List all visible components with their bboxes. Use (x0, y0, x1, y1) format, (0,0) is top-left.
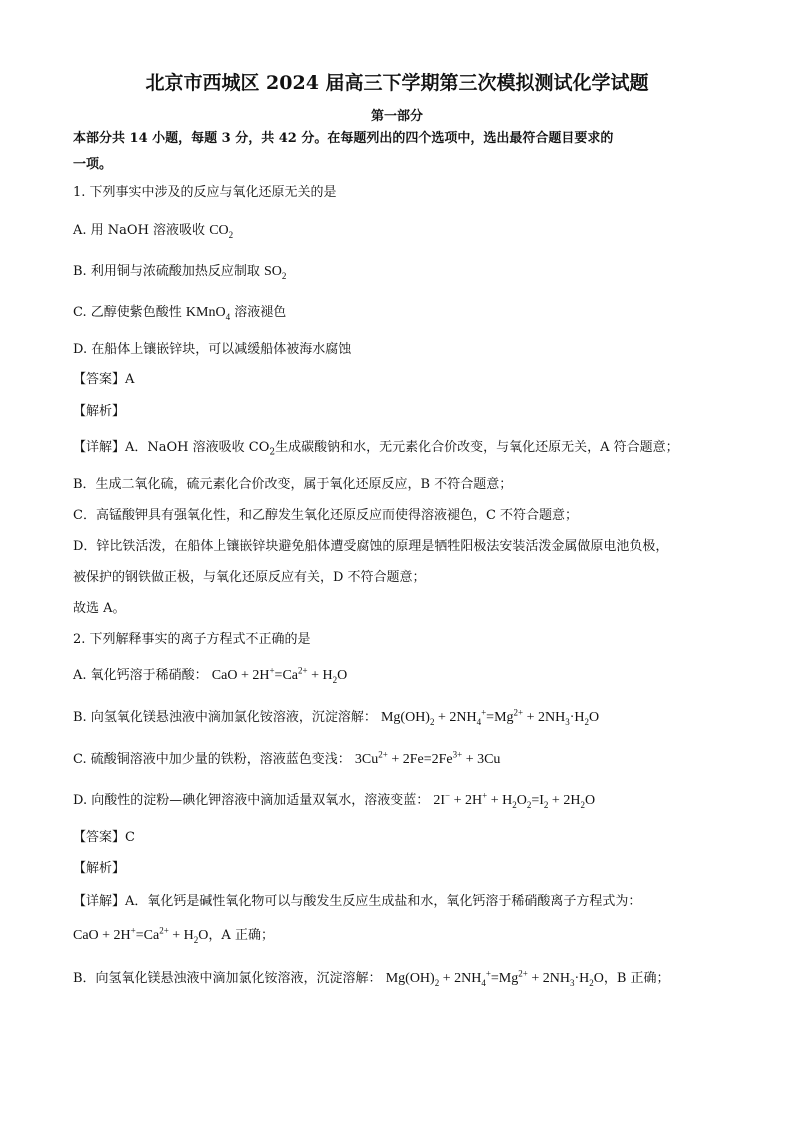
q2-option-b: B. 向氢氧化镁悬浊液中滴加氯化铵溶液，沉淀溶解： $Mg(OH)_2 + 2NH_4^+=Mg^{2+} + 2NH_3\cdot H_2O$ (73, 707, 600, 727)
section-heading: 第一部分 (370, 109, 423, 124)
q1-option-c-tail: 溶液褪色 (234, 305, 287, 320)
q1-option-a (73, 222, 724, 240)
q1-option-c-formula: KMnO$_4$ (185, 305, 231, 322)
q1-stem: 1. 下列事实中涉及的反应与氧化还原无关的是 (73, 185, 337, 200)
q1-detail-3: C．高锰酸钾具有强氧化性，和乙醇发生氧化还原反应而使得溶液褪色，C 不符合题意； (73, 508, 579, 523)
q2-option-d-equation: $2I^- + 2H^+ + H_2O_2=I_2 + 2H_2O$ (433, 790, 596, 810)
q1-analysis-label: 【解析】 (73, 404, 126, 419)
q2-detail-2: CaO + $2H^+=Ca^{2+} + H_2O$，A 正确； (73, 925, 274, 945)
q2-answer: 【答案】C (73, 830, 135, 845)
q1-option-c-text: C. 乙醇使紫色酸性 (73, 305, 182, 320)
q1-option-b-text: B. 利用铜与浓硫酸加热反应制取 (73, 264, 260, 279)
q2-option-c: C. 硫酸铜溶液中加少量的铁粉，溶液蓝色变浅： $3Cu^{2+} + 2Fe=2Fe^{3+} + 3Cu$ (73, 749, 501, 767)
q2-analysis-label: 【解析】 (73, 861, 126, 876)
q2-detail-2-equation: CaO + $2H^+=Ca^{2+} + H_2O$ (73, 925, 209, 945)
q1-option-c (73, 304, 724, 322)
q1-option-a-formula: $CO_2$ (209, 223, 234, 240)
q2-stem: 2. 下列解释事实的离子方程式不正确的是 (73, 632, 311, 647)
q2-detail-3: B．向氢氧化镁悬浊液中滴加氯化铵溶液，沉淀溶解： $Mg(OH)_2 + 2NH_4^+=Mg^{2+} + 2NH_3\cdot H_2O$，B 正确； (73, 968, 670, 988)
q1-detail-1: 【详解】A．NaOH 溶液吸收 $CO_2$生成碳酸钠和水，无元素化合价改变，与氧化还原无关，A 符合题意； (73, 440, 679, 458)
q1-answer: 【答案】A (73, 372, 135, 387)
q2-option-c-equation: $3Cu^{2+} + 2Fe=2Fe^{3+} + 3Cu$ (354, 749, 501, 767)
q1-option-d: D. 在船体上镶嵌锌块，可以减缓船体被海水腐蚀 (73, 342, 352, 357)
q2-option-a: A. 氧化钙溶于稀硝酸： CaO + $2H^+=Ca^{2+} + H_2O$ (73, 665, 348, 685)
q1-option-b (73, 263, 724, 281)
page-title: 北京市西城区 2024 届高三下学期第三次模拟测试化学试题 (145, 72, 649, 94)
q2-detail-1: 【详解】A．氧化钙是碱性氧化物可以与酸发生反应生成盐和水，氧化钙溶于稀硝酸离子方程式为： (73, 894, 642, 909)
q1-conclusion: 故选 A。 (73, 601, 126, 616)
instructions-line-1: 本部分共 14 小题，每题 3 分，共 42 分。在每题列出的四个选项中，选出最符合题目要求的 (73, 131, 614, 146)
q1-detail-4: D．锌比铁活泼，在船体上镶嵌锌块避免船体遭受腐蚀的原理是牺牲阳极法安装活泼金属做原电池负极， (73, 539, 669, 554)
q1-detail-5: 被保护的钢铁做正极，与氧化还原反应有关，D 不符合题意； (73, 570, 426, 585)
q1-option-b-formula: $SO_2$ (263, 264, 287, 281)
q1-option-a-text: A. 用 NaOH 溶液吸收 (73, 223, 206, 238)
q2-option-a-equation: CaO + $2H^+=Ca^{2+} + H_2O$ (211, 665, 348, 685)
q2-detail-3-equation: $Mg(OH)_2 + 2NH_4^+=Mg^{2+} + 2NH_3\cdot H_2O$ (385, 968, 604, 988)
q1-detail-2: B．生成二氧化硫，硫元素化合价改变，属于氧化还原反应，B 不符合题意； (73, 477, 513, 492)
q2-option-d: D. 向酸性的淀粉—碘化钾溶液中滴加适量双氧水，溶液变蓝： $2I^- + 2H^+ + H_2O_2=I_2 + 2H_2O$ (73, 790, 596, 810)
instructions-line-2: 一项。 (73, 157, 113, 172)
q2-option-b-equation: $Mg(OH)_2 + 2NH_4^+=Mg^{2+} + 2NH_3\cdot H_2O$ (380, 707, 600, 727)
